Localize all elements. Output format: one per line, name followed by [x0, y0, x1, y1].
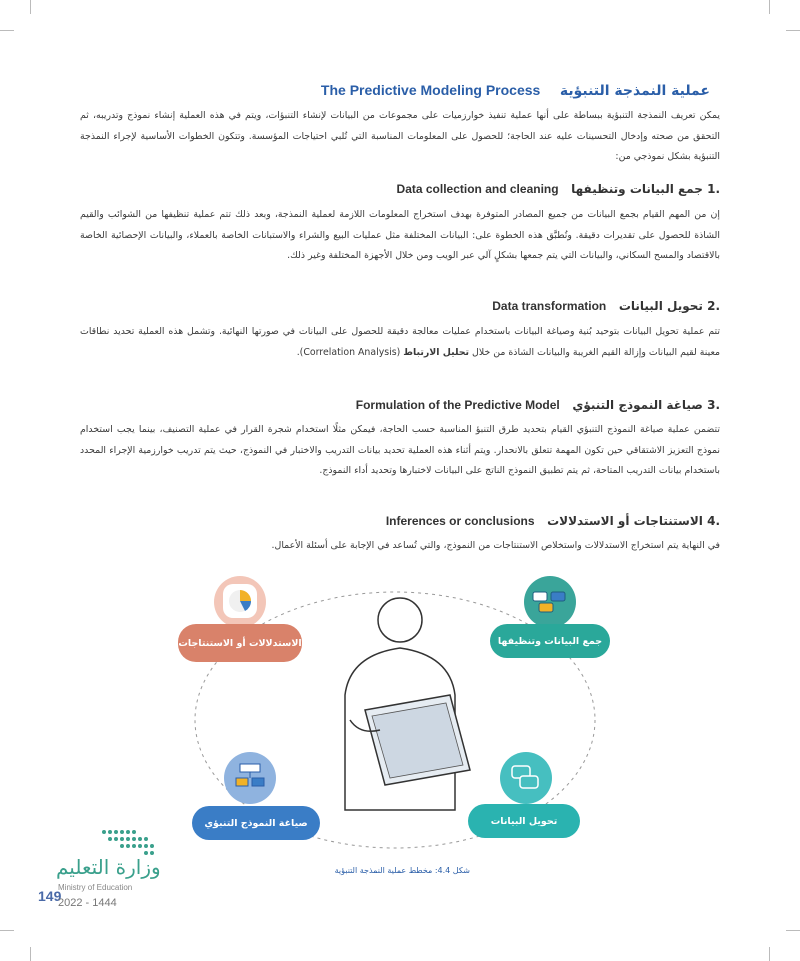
section-4-number: .4: [707, 514, 720, 528]
figure-caption: شكل 4.4: مخطط عملية النمذجة التنبؤية: [334, 866, 470, 875]
step-collection-label: [490, 624, 610, 658]
section-1-number: .1: [707, 182, 720, 196]
edition-year: 2022 - 1444: [58, 897, 117, 909]
page-number: 149: [38, 888, 62, 904]
chat-cards-svg: [508, 760, 544, 796]
page-title-english: The Predictive Modeling Process: [320, 82, 541, 98]
section-2-heading: [80, 299, 720, 313]
section-2-body-bold: تحليل الارتباط: [403, 346, 470, 358]
ministry-logo-icon: [98, 826, 158, 856]
section-3-title-arabic: صياغة النموذج التنبؤي: [572, 398, 703, 412]
section-2-body-text: تتم عملية تحويل البيانات بتوحيد بُنية وصياغة البيانات باستخدام عمليات معالجة دقيقة للحصول على البيانات في صورتها النهائية. وتشمل هذه العملية تحديد نطاقات معينة لقيم البيانات وإزالة القيم الغريبة والبيانات الشاذة من خلال: [80, 326, 720, 358]
ministry-name-english: Ministry of Education: [58, 883, 133, 892]
step-inference-text: الاستدلالات أو الاستنتاجات: [178, 637, 302, 649]
section-1-body: إن من المهم القيام بجمع البيانات من جميع المصادر المتوفرة بهدف استخراج المعلومات اللازمة لعملية النمذجة، وبعد ذلك تتم عملية تنظيفها من الشوائب والقيم الشاذة للحصول على تقديرات دقيقة. وتُطبَّق هذه الخطوة على: البيانات المختلفة مثل عمليات البيع والشراء والاستبانات الخاصة بالعملاء، والبيانات الإحصائية الخاصة بالاقتصاد والمسح السكاني، والبيانات التي يتم جمعها بشكلٍ آلي عبر الويب ومن خلال الأجهزة المختلفة وغير ذلك.: [80, 209, 720, 261]
section-2-body-end: (Correlation Analysis).: [296, 346, 401, 358]
step-model-label: [192, 806, 320, 840]
section-4-heading: [80, 514, 720, 528]
ministry-name-arabic: وزارة التعليم: [56, 855, 161, 879]
section-3-title-english: Formulation of the Predictive Model: [355, 398, 560, 412]
step-inference-label: [178, 624, 302, 662]
step-collection-text: جمع البيانات وتنظيفها: [497, 635, 603, 647]
section-4-title-english: Inferences or conclusions: [385, 514, 535, 528]
intro-paragraph: يمكن تعريف النمذجة التنبؤية ببساطة على أنها عملية تنفيذ خوارزميات على مجموعات من البيانات لإنشاء التنبؤات، ويتم في هذه العملية إنشاء نموذج وتدريبه، ثم التحقق من صحته وإدخال التحسينات عليه عند الحاجة؛ للحصول على المعلومات المناسبة التي تُلبي احتياجات المؤسسة. وتتكون الخطوات الأساسية لإجراء النمذجة التنبؤية بشكل نموذجي من:: [80, 110, 720, 162]
section-3-number: .3: [707, 398, 720, 412]
section-2-body: [80, 322, 720, 363]
person-illustration: [345, 598, 470, 810]
section-2-number: .2: [707, 299, 720, 313]
step-transform-label: [468, 804, 580, 838]
page-title-arabic: عملية النمذجة التنبؤية: [559, 83, 710, 99]
section-3-heading: [80, 398, 720, 412]
page-title: [90, 82, 710, 99]
section-2-title-arabic: تحويل البيانات: [618, 299, 703, 313]
flowchart-icon: [232, 760, 268, 796]
crop-mark-tr: [786, 30, 800, 31]
crop-mark-br: [786, 930, 800, 931]
crop-mark-bl: [0, 930, 14, 931]
flowchart-svg: [232, 760, 268, 796]
crop-mark-br-v: [769, 947, 770, 961]
chat-cards-icon: [508, 760, 544, 796]
cards-icon: [531, 588, 569, 616]
section-1-title-arabic: جمع البيانات وتنظيفها: [571, 182, 703, 196]
section-3-body: تتضمن عملية صياغة النموذج التنبؤي القيام بتحديد طرق التنبؤ المناسبة حسب الحاجة، فيمكن مثلًا استخدام شجرة القرار في عملية التصنيف، بينما يجب استخدام نموذج التعزيز الاشتقاقي حين تكون المهمة تتعلق بالانحدار. ويتم أثناء هذه العملية تحديد بيانات التدريب والاختبار في النموذج، حيث يتم تدريب خوارزمية الإجراء المحدد باستخدام بيانات التدريب المتاحة، ثم يتم تطبيق النموذج الناتج على البيانات لاختبارها وتحديد أداء النموذج.: [80, 424, 720, 476]
crop-mark-tl-v: [30, 0, 31, 14]
pie-chart-icon: [223, 584, 257, 618]
section-1-title-english: Data collection and cleaning: [396, 182, 559, 196]
crop-mark-tl: [0, 30, 14, 31]
section-4-body: في النهاية يتم استخراج الاستدلالات واستخلاص الاستنتاجات من النموذج، والتي تُساعد في الإجابة على أسئلة الأعمال.: [271, 540, 720, 551]
step-transform-text: تحويل البيانات: [490, 815, 558, 827]
step-model-text: صياغة النموذج التنبؤي: [204, 817, 308, 829]
section-2-title-english: Data transformation: [492, 299, 607, 313]
section-1-heading: [80, 182, 720, 196]
cards-svg: [531, 588, 569, 616]
pie-chart-svg: [223, 584, 257, 618]
section-4-title-arabic: الاستنتاجات أو الاستدلالات: [547, 514, 703, 528]
crop-mark-tr-v: [769, 0, 770, 14]
crop-mark-bl-v: [30, 947, 31, 961]
